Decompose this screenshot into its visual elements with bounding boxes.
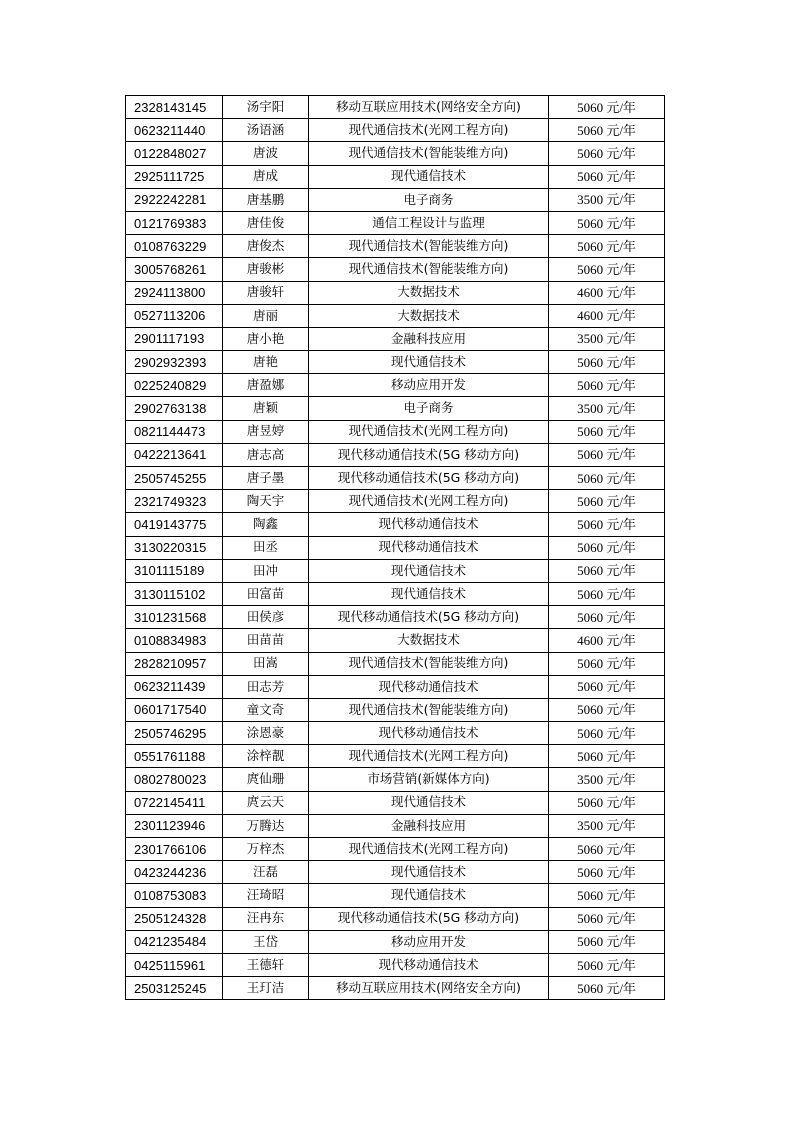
major-cell: 现代通信技术: [309, 351, 549, 374]
major-cell: 金融科技应用: [309, 814, 549, 837]
tuition-fee-cell: 5060 元/年: [549, 606, 665, 629]
tuition-fee-cell: 5060 元/年: [549, 235, 665, 258]
major-cell: 移动应用开发: [309, 930, 549, 953]
student-name-cell: 田志芳: [223, 675, 309, 698]
student-name-cell: 汪冉东: [223, 907, 309, 930]
student-name-cell: 唐丽: [223, 304, 309, 327]
major-cell: 现代移动通信技术(5G 移动方向): [309, 907, 549, 930]
student-id-cell: 0419143775: [126, 513, 223, 536]
major-cell: 现代通信技术: [309, 165, 549, 188]
tuition-fee-cell: 5060 元/年: [549, 165, 665, 188]
student-name-cell: 万腾达: [223, 814, 309, 837]
tuition-fee-cell: 5060 元/年: [549, 907, 665, 930]
table-row: [126, 768, 665, 791]
table-row: [126, 536, 665, 559]
table-row: [126, 884, 665, 907]
table-row: [126, 211, 665, 234]
major-cell: 现代通信技术: [309, 582, 549, 605]
major-cell: 现代移动通信技术: [309, 722, 549, 745]
student-id-cell: 0623211440: [126, 119, 223, 142]
student-id-cell: 2828210957: [126, 652, 223, 675]
major-cell: 现代通信技术(智能装维方向): [309, 235, 549, 258]
student-id-cell: 2301123946: [126, 814, 223, 837]
major-cell: 现代通信技术(光网工程方向): [309, 838, 549, 861]
major-cell: 移动应用开发: [309, 374, 549, 397]
table-row: [126, 165, 665, 188]
table-row: [126, 814, 665, 837]
student-name-cell: 陶鑫: [223, 513, 309, 536]
major-cell: 现代通信技术(智能装维方向): [309, 652, 549, 675]
student-id-cell: 0722145411: [126, 791, 223, 814]
tuition-fee-cell: 5060 元/年: [549, 258, 665, 281]
student-id-cell: 2505746295: [126, 722, 223, 745]
student-name-cell: 田侯彦: [223, 606, 309, 629]
table-row: [126, 907, 665, 930]
major-cell: 现代通信技术(光网工程方向): [309, 119, 549, 142]
table-row: [126, 304, 665, 327]
student-id-cell: 0623211439: [126, 675, 223, 698]
student-name-cell: 唐盈娜: [223, 374, 309, 397]
student-id-cell: 0802780023: [126, 768, 223, 791]
student-name-cell: 唐骏轩: [223, 281, 309, 304]
major-cell: 现代通信技术(智能装维方向): [309, 142, 549, 165]
tuition-fee-cell: 5060 元/年: [549, 652, 665, 675]
student-name-cell: 唐骏彬: [223, 258, 309, 281]
student-id-cell: 3101231568: [126, 606, 223, 629]
student-id-cell: 2902932393: [126, 351, 223, 374]
student-name-cell: 田嵩: [223, 652, 309, 675]
student-name-cell: 王德轩: [223, 953, 309, 976]
table-row: [126, 351, 665, 374]
table-row: [126, 582, 665, 605]
tuition-fee-cell: 3500 元/年: [549, 188, 665, 211]
tuition-fee-cell: 5060 元/年: [549, 467, 665, 490]
student-name-cell: 唐志高: [223, 443, 309, 466]
student-id-cell: 0108763229: [126, 235, 223, 258]
table-row: [126, 281, 665, 304]
major-cell: 现代移动通信技术: [309, 536, 549, 559]
tuition-fee-cell: 5060 元/年: [549, 119, 665, 142]
table-row: [126, 606, 665, 629]
tuition-fee-cell: 5060 元/年: [549, 861, 665, 884]
student-name-cell: 田苗苗: [223, 629, 309, 652]
student-id-cell: 0821144473: [126, 420, 223, 443]
student-name-cell: 庹仙珊: [223, 768, 309, 791]
major-cell: 市场营销(新媒体方向): [309, 768, 549, 791]
student-name-cell: 唐成: [223, 165, 309, 188]
tuition-fee-cell: 4600 元/年: [549, 629, 665, 652]
student-name-cell: 庹云天: [223, 791, 309, 814]
major-cell: 现代通信技术(智能装维方向): [309, 698, 549, 721]
major-cell: 现代通信技术: [309, 791, 549, 814]
table-row: [126, 513, 665, 536]
tuition-fee-cell: 4600 元/年: [549, 304, 665, 327]
major-cell: 电子商务: [309, 397, 549, 420]
table-row: [126, 490, 665, 513]
student-name-cell: 田丞: [223, 536, 309, 559]
major-cell: 现代移动通信技术(5G 移动方向): [309, 467, 549, 490]
major-cell: 现代移动通信技术: [309, 675, 549, 698]
student-fee-table-body: [126, 96, 665, 1000]
major-cell: 现代通信技术(光网工程方向): [309, 420, 549, 443]
tuition-fee-cell: 5060 元/年: [549, 351, 665, 374]
tuition-fee-cell: 5060 元/年: [549, 443, 665, 466]
student-id-cell: 2505124328: [126, 907, 223, 930]
major-cell: 大数据技术: [309, 629, 549, 652]
table-row: [126, 838, 665, 861]
tuition-fee-cell: 5060 元/年: [549, 420, 665, 443]
student-id-cell: 2301766106: [126, 838, 223, 861]
table-row: [126, 559, 665, 582]
student-id-cell: 0225240829: [126, 374, 223, 397]
student-id-cell: 0551761188: [126, 745, 223, 768]
table-row: [126, 652, 665, 675]
student-name-cell: 涂恩豪: [223, 722, 309, 745]
student-id-cell: 2925111725: [126, 165, 223, 188]
student-id-cell: 3005768261: [126, 258, 223, 281]
student-id-cell: 0108753083: [126, 884, 223, 907]
student-id-cell: 0421235484: [126, 930, 223, 953]
student-name-cell: 唐波: [223, 142, 309, 165]
table-row: [126, 188, 665, 211]
student-id-cell: 0122848027: [126, 142, 223, 165]
tuition-fee-cell: 5060 元/年: [549, 96, 665, 119]
student-name-cell: 王玎洁: [223, 977, 309, 1000]
major-cell: 大数据技术: [309, 304, 549, 327]
table-row: [126, 861, 665, 884]
table-row: [126, 953, 665, 976]
major-cell: 现代通信技术(光网工程方向): [309, 490, 549, 513]
tuition-fee-cell: 5060 元/年: [549, 559, 665, 582]
student-name-cell: 唐佳俊: [223, 211, 309, 234]
tuition-fee-cell: 5060 元/年: [549, 675, 665, 698]
student-name-cell: 汤宇阳: [223, 96, 309, 119]
major-cell: 现代移动通信技术: [309, 513, 549, 536]
student-name-cell: 田富苗: [223, 582, 309, 605]
major-cell: 移动互联应用技术(网络安全方向): [309, 96, 549, 119]
table-row: [126, 420, 665, 443]
student-id-cell: 2505745255: [126, 467, 223, 490]
student-name-cell: 万梓杰: [223, 838, 309, 861]
tuition-fee-cell: 5060 元/年: [549, 490, 665, 513]
tuition-fee-cell: 3500 元/年: [549, 814, 665, 837]
table-row: [126, 467, 665, 490]
major-cell: 大数据技术: [309, 281, 549, 304]
major-cell: 现代通信技术(智能装维方向): [309, 258, 549, 281]
student-name-cell: 唐颖: [223, 397, 309, 420]
student-name-cell: 唐小艳: [223, 327, 309, 350]
tuition-fee-cell: 3500 元/年: [549, 327, 665, 350]
tuition-fee-cell: 3500 元/年: [549, 397, 665, 420]
student-id-cell: 2328143145: [126, 96, 223, 119]
tuition-fee-cell: 5060 元/年: [549, 953, 665, 976]
tuition-fee-cell: 5060 元/年: [549, 722, 665, 745]
table-row: [126, 629, 665, 652]
table-row: [126, 235, 665, 258]
major-cell: 金融科技应用: [309, 327, 549, 350]
table-row: [126, 675, 665, 698]
tuition-fee-cell: 4600 元/年: [549, 281, 665, 304]
student-id-cell: 0422213641: [126, 443, 223, 466]
student-name-cell: 唐俊杰: [223, 235, 309, 258]
tuition-fee-cell: 5060 元/年: [549, 977, 665, 1000]
major-cell: 通信工程设计与监理: [309, 211, 549, 234]
table-row: [126, 96, 665, 119]
student-id-cell: 0425115961: [126, 953, 223, 976]
student-id-cell: 0423244236: [126, 861, 223, 884]
major-cell: 现代通信技术(光网工程方向): [309, 745, 549, 768]
tuition-fee-cell: 5060 元/年: [549, 884, 665, 907]
tuition-fee-cell: 5060 元/年: [549, 142, 665, 165]
major-cell: 电子商务: [309, 188, 549, 211]
student-fee-table: [125, 95, 665, 1000]
tuition-fee-cell: 5060 元/年: [549, 745, 665, 768]
table-row: [126, 258, 665, 281]
student-name-cell: 唐艳: [223, 351, 309, 374]
student-id-cell: 0601717540: [126, 698, 223, 721]
tuition-fee-cell: 5060 元/年: [549, 374, 665, 397]
student-name-cell: 唐子墨: [223, 467, 309, 490]
table-row: [126, 722, 665, 745]
tuition-fee-cell: 5060 元/年: [549, 582, 665, 605]
student-id-cell: 0108834983: [126, 629, 223, 652]
major-cell: 现代通信技术: [309, 884, 549, 907]
student-id-cell: 2901117193: [126, 327, 223, 350]
tuition-fee-cell: 5060 元/年: [549, 838, 665, 861]
student-name-cell: 唐基鹏: [223, 188, 309, 211]
student-name-cell: 汪磊: [223, 861, 309, 884]
student-name-cell: 王岱: [223, 930, 309, 953]
table-row: [126, 327, 665, 350]
student-id-cell: 2321749323: [126, 490, 223, 513]
major-cell: 移动互联应用技术(网络安全方向): [309, 977, 549, 1000]
table-row: [126, 119, 665, 142]
tuition-fee-cell: 3500 元/年: [549, 768, 665, 791]
major-cell: 现代通信技术: [309, 559, 549, 582]
tuition-fee-cell: 5060 元/年: [549, 930, 665, 953]
student-id-cell: 3101115189: [126, 559, 223, 582]
table-row: [126, 443, 665, 466]
student-name-cell: 汤语涵: [223, 119, 309, 142]
tuition-fee-cell: 5060 元/年: [549, 536, 665, 559]
student-id-cell: 2924113800: [126, 281, 223, 304]
tuition-fee-cell: 5060 元/年: [549, 211, 665, 234]
major-cell: 现代移动通信技术(5G 移动方向): [309, 443, 549, 466]
major-cell: 现代移动通信技术(5G 移动方向): [309, 606, 549, 629]
table-row: [126, 791, 665, 814]
student-id-cell: 0121769383: [126, 211, 223, 234]
table-row: [126, 397, 665, 420]
student-name-cell: 唐昱婷: [223, 420, 309, 443]
tuition-fee-cell: 5060 元/年: [549, 698, 665, 721]
student-id-cell: 2902763138: [126, 397, 223, 420]
table-row: [126, 142, 665, 165]
student-name-cell: 涂梓靓: [223, 745, 309, 768]
student-name-cell: 汪琦昭: [223, 884, 309, 907]
student-id-cell: 0527113206: [126, 304, 223, 327]
tuition-fee-cell: 5060 元/年: [549, 791, 665, 814]
student-id-cell: 3130220315: [126, 536, 223, 559]
tuition-fee-cell: 5060 元/年: [549, 513, 665, 536]
table-row: [126, 930, 665, 953]
student-name-cell: 田冲: [223, 559, 309, 582]
table-row: [126, 977, 665, 1000]
student-name-cell: 童文奇: [223, 698, 309, 721]
table-row: [126, 374, 665, 397]
student-id-cell: 2922242281: [126, 188, 223, 211]
table-row: [126, 745, 665, 768]
table-row: [126, 698, 665, 721]
major-cell: 现代通信技术: [309, 861, 549, 884]
student-name-cell: 陶天宇: [223, 490, 309, 513]
major-cell: 现代移动通信技术: [309, 953, 549, 976]
student-id-cell: 2503125245: [126, 977, 223, 1000]
student-id-cell: 3130115102: [126, 582, 223, 605]
